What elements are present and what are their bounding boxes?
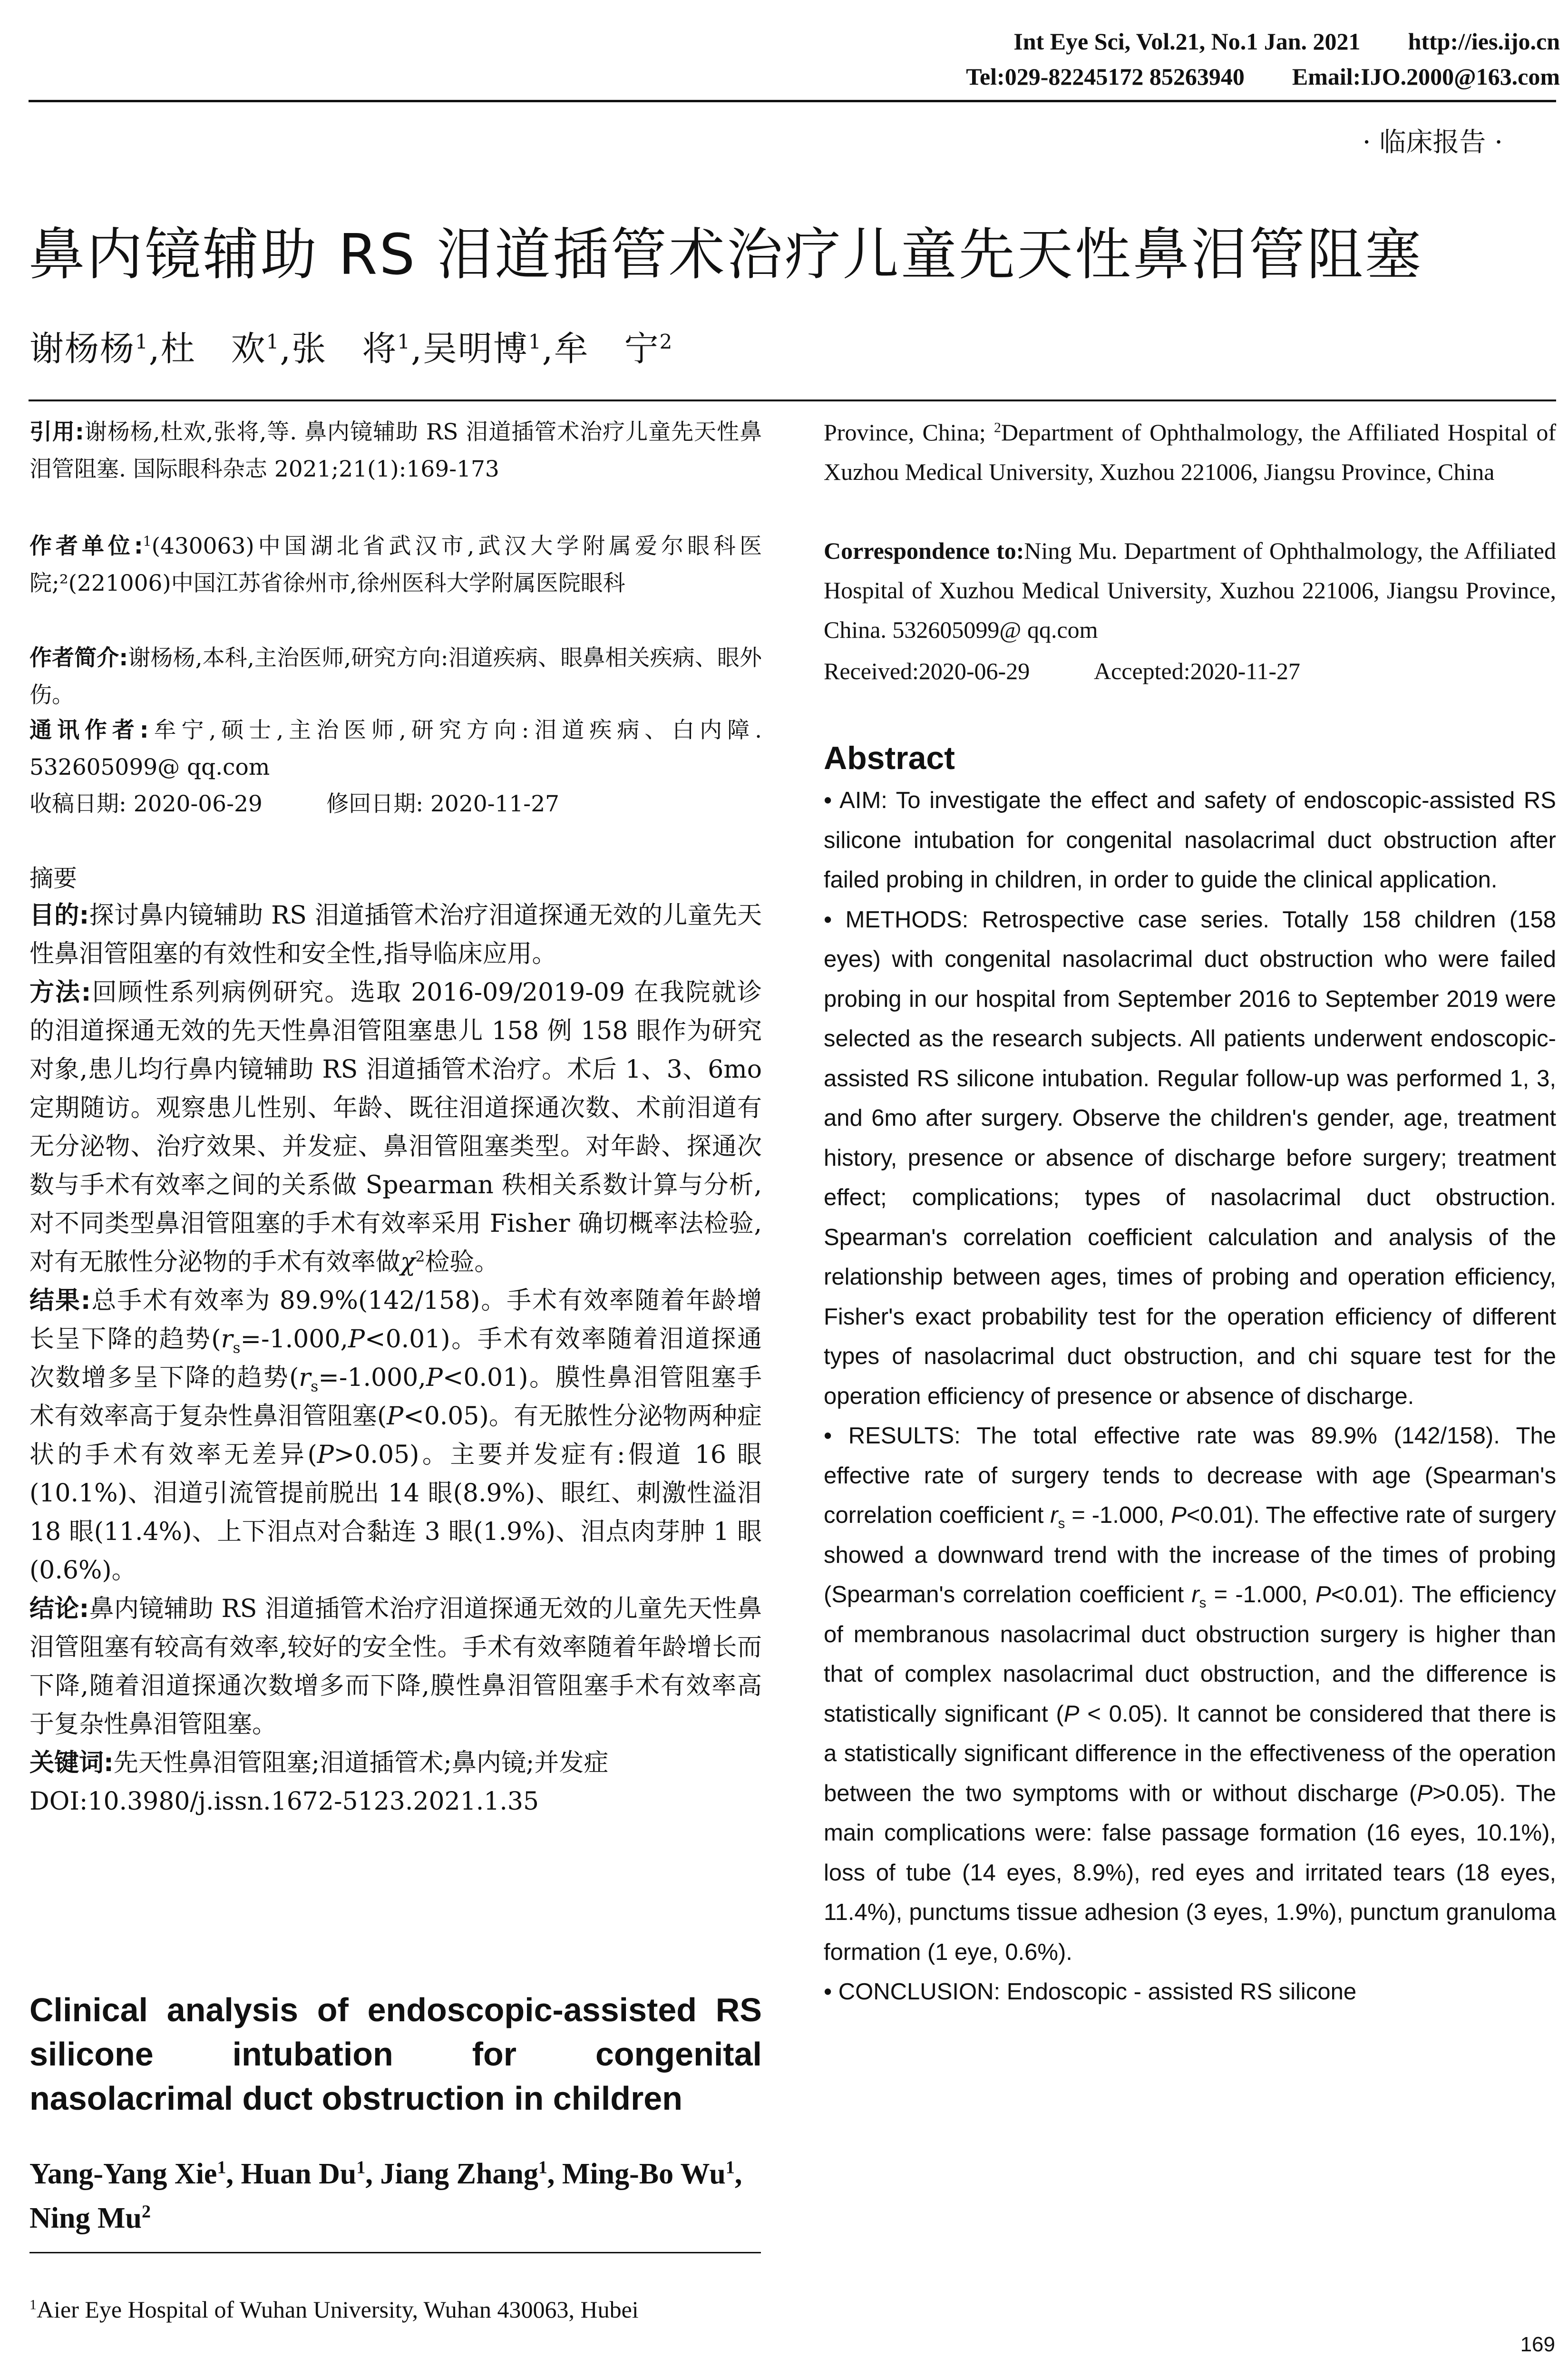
english-author-name: Yang-Yang Xie bbox=[29, 2158, 217, 2190]
citation-label: 引用: bbox=[29, 419, 84, 445]
affiliation-block: 作者单位:$^1$(430063)中国湖北省武汉市,武汉大学附属爱尔眼科医院;²(221006)中国江苏省徐州市,徐州医科大学附属医院眼科 bbox=[29, 533, 762, 596]
bio-label: 作者简介: bbox=[29, 645, 128, 671]
english-author-name: Ning Mu bbox=[29, 2202, 142, 2234]
affiliation-label: 作者单位: bbox=[29, 533, 143, 559]
journal-email[interactable]: Email:IJO.2000@163.com bbox=[1292, 63, 1560, 90]
english-affiliation-continued: Province, China; $^2$Department of Ophthalmology, the Affiliated Hospital of Xuzhou Medical University, Xuzhou 221006, Jiangsu Province, China bbox=[824, 419, 1556, 485]
results-en-paragraph: • RESULTS: The total effective rate was 89.9% (142/158). The effective rate of surgery tends to decrease with age (Spearman's correlation coefficient $r_s = -1.000$, P<0.01). The effective rate of surgery showed a downward trend with the increase of the times of probing (Spearman's correlation coefficient $r_s = -1.000$, P<0.01). The efficiency of membranous nasolacrimal duct obstruction surgery is higher than that of complex nasolacrimal duct obstruction, and the difference is statistically significant (P < 0.05). It cannot be considered that there is a statistically significant difference in the effectiveness of the operation between the two symptoms with or without discharge (P>0.05). The main complications were: false passage formation (16 eyes, 10.1%), loss of tube (14 eyes, 8.9%), red eyes and irritated tears (18 eyes, 11.4%), punctums tissue adhesion (3 eyes, 1.9%), punctum granuloma formation (1 eye, 0.6%). bbox=[824, 1423, 1557, 1965]
abstract-en-body bbox=[824, 781, 1556, 2012]
english-author-affiliation-mark: 1 bbox=[538, 2157, 547, 2178]
bio-text: 谢杨杨,本科,主治医师,研究方向:泪道疾病、眼鼻相关疾病、眼外伤。 bbox=[29, 645, 762, 708]
objective-paragraph bbox=[29, 896, 762, 974]
objective-label: 目的: bbox=[29, 901, 89, 930]
english-author-affiliation-mark: 1 bbox=[356, 2157, 366, 2178]
dates-zh bbox=[29, 786, 762, 823]
received-date-zh: 收稿日期: 2020-06-29 bbox=[29, 791, 263, 817]
results-zh-text: 总手术有效率为 89.9%(142/158)。手术有效率随着年龄增长呈下降的趋势( bbox=[29, 1286, 762, 1354]
methods-en-text: Retrospective case series. Totally 158 children (158 eyes) with congenital nasolacrimal duct obstruction who were failed probing in our hospital from September 2016 to September 2019 were selected as the research subjects. All patients underwent endoscopic-assisted RS silicone intubation. Regular follow-up was performed 1, 3, and 6mo after surgery. Observe the children's gender, age, treatment history, presence or absence of discharge before surgery; treatment effect; complications; types of nasolacrimal duct obstruction. Spearman's correlation coefficient calculation and analysis of the relationship between ages, times of probing and operation efficiency, Fisher's exact probability test for the operation efficiency of different types of nasolacrimal duct obstruction, and chi square test for the operation efficiency of presence or absence of discharge. bbox=[824, 906, 1556, 1409]
results-en-label: RESULTS: bbox=[848, 1423, 961, 1449]
page-number: 169 bbox=[1520, 2333, 1555, 2356]
journal-citation: Int Eye Sci, Vol.21, No.1 Jan. 2021 bbox=[1013, 28, 1361, 55]
corresponding-label: 通讯作者: bbox=[29, 717, 149, 743]
citation-text: 谢杨杨,杜欢,张将,等. 鼻内镜辅助 RS 泪道插管术治疗儿童先天性鼻泪管阻塞. 国际眼科杂志 2021;21(1):169-173 bbox=[29, 419, 762, 482]
aim-text: To investigate the effect and safety of endoscopic-assisted RS silicone intubation for congenital nasolacrimal duct obstruction after failed probing in children, in order to guide the clinical application. bbox=[824, 788, 1556, 893]
doi[interactable]: DOI:10.3980/j.issn.1672-5123.2021.1.35 bbox=[29, 1787, 539, 1816]
results-en-text: <0.01). The efficiency of membranous nasolacrimal duct obstruction surgery is higher than that of complex nasolacrimal duct obstruction, and the difference is statistically significant ( bbox=[824, 1582, 1556, 1727]
author-list: 谢杨杨$^1$,杜 欢$^1$,张 将$^1$,吴明博$^1$,牟 宁$^2$ bbox=[29, 329, 673, 369]
methods-en-paragraph: • METHODS: Retrospective case series. Totally 158 children (158 eyes) with congenital nasolacrimal duct obstruction who were failed probing in our hospital from September 2016 to September 2019 were selected as the research subjects. All patients underwent endoscopic-assisted RS silicone intubation. Regular follow-up was performed 1, 3, and 6mo after surgery. Observe the children's gender, age, treatment history, presence or absence of discharge before surgery; treatment effect; complications; types of nasolacrimal duct obstruction. Spearman's correlation coefficient calculation and analysis of the relationship between ages, times of probing and operation efficiency, Fisher's exact probability test for the operation efficiency of different types of nasolacrimal duct obstruction, and chi square test for the operation efficiency of presence or absence of discharge. bbox=[824, 906, 1556, 1409]
conclusion-en-label: CONCLUSION: bbox=[838, 1979, 1001, 2005]
results-zh-text: =-1.000, bbox=[318, 1364, 426, 1392]
methods-en-label: METHODS: bbox=[845, 906, 969, 933]
aim-label: AIM: bbox=[839, 788, 887, 813]
journal-tel: Tel:029-82245172 85263940 bbox=[966, 63, 1245, 90]
english-author-name: Jiang Zhang bbox=[380, 2158, 538, 2190]
results-en-text: = -1.000, bbox=[1071, 1502, 1165, 1528]
methods-zh-paragraph: 方法:回顾性系列病例研究。选取 2016-09/2019-09 在我院就诊的泪道探通无效的先天性鼻泪管阻塞患儿 158 例 158 眼作为研究对象,患儿均行鼻内镜辅助 RS 泪道插管术治疗。术后 1、3、6mo 定期随访。观察患儿性别、年龄、既往泪道探通次数、术前泪道有无分泌物、治疗效果、并发症、鼻泪管阻塞类型。对年龄、探通次数与手术有效率之间的关系做 Spearman 秩相关系数计算与分析,对不同类型鼻泪管阻塞的手术有效率采用 Fisher 确切概率法检验,对有无脓性分泌物的手术有效率做$\chi^2$检验。 bbox=[29, 978, 762, 1276]
english-title: Clinical analysis of endoscopic-assisted RS silicone intubation for congenital nasolacrimal duct obstruction in children bbox=[29, 1991, 762, 2117]
aim-paragraph: • AIM: To investigate the effect and safety of endoscopic-assisted RS silicone intubation for congenital nasolacrimal duct obstruction after failed probing in children, in order to guide the clinical application. bbox=[824, 788, 1556, 893]
methods-zh-label: 方法: bbox=[29, 978, 91, 1007]
author-bio-block bbox=[29, 640, 762, 714]
objective-text: 探讨鼻内镜辅助 RS 泪道插管术治疗泪道探通无效的儿童先天性鼻泪管阻塞的有效性和安全性,指导临床应用。 bbox=[29, 901, 762, 968]
english-affiliation-text: Aier Eye Hospital of Wuhan University, Wuhan 430063, Hubei bbox=[37, 2296, 639, 2323]
results-en-text: >0.05). The main complications were: false passage formation (16 eyes, 10.1%), loss of tube (14 eyes, 8.9%), red eyes and irritated tears (18 eyes, 11.4%), punctums tissue adhesion (3 eyes, 1.9%), punctum granuloma formation (1 eye, 0.6%). bbox=[824, 1780, 1556, 1965]
section-tag: · 临床报告 · bbox=[1362, 127, 1503, 158]
methods-zh-end: 检验。 bbox=[425, 1248, 499, 1276]
dates-en bbox=[824, 652, 1556, 691]
citation-block bbox=[29, 414, 762, 488]
results-en-text: = -1.000, bbox=[1214, 1582, 1308, 1607]
author-affiliation-mark: 1 bbox=[135, 330, 149, 353]
revised-date-zh: 修回日期: 2020-11-27 bbox=[326, 791, 559, 817]
keywords-zh-text: 先天性鼻泪管阻塞;泪道插管术;鼻内镜;并发症 bbox=[113, 1749, 609, 1777]
results-en-text: <0.01). The effective rate of surgery showed a downward trend with the increase of the times of probing (Spearman's correlation coefficient bbox=[824, 1502, 1556, 1607]
english-affiliation-text: Department of Ophthalmology, the Affiliated Hospital of Xuzhou Medical University, Xuzhou 221006, Jiangsu Province, China bbox=[824, 419, 1556, 485]
article-title: 鼻内镜辅助 RS 泪道插管术治疗儿童先天性鼻泪管阻塞 bbox=[29, 222, 1423, 287]
results-en-text: < 0.05). It cannot be considered that there is a statistically significant difference in the effectiveness of the operation between the two symptoms with or without discharge ( bbox=[824, 1701, 1556, 1806]
english-author-name: Ming-Bo Wu bbox=[562, 2158, 726, 2190]
conclusion-zh-paragraph bbox=[29, 1590, 762, 1744]
author-name: 吴明博 bbox=[422, 329, 528, 369]
english-author-name: Huan Du bbox=[241, 2158, 357, 2190]
author-name: 牟 宁 bbox=[554, 329, 660, 369]
author-name: 谢杨杨 bbox=[29, 329, 136, 369]
conclusion-en-text: Endoscopic - assisted RS silicone bbox=[1006, 1979, 1357, 2005]
results-zh-paragraph: 结果:总手术有效率为 89.9%(142/158)。手术有效率随着年龄增长呈下降的趋势$(r_s=-1.000,P<0.01)$。手术有效率随着泪道探通次数增多呈下降的趋势$(r_s=-1.000,P<0.01)$。膜性鼻泪管阻塞手术有效率高于复杂性鼻泪管阻塞(P<0.05)。有无脓性分泌物两种症状的手术有效率无差异(P>0.05)。主要并发症有:假道 16 眼(10.1%)、泪道引流管提前脱出 14 眼(8.9%)、眼红、刺激性溢泪 18 眼(11.4%)、上下泪点对合黏连 3 眼(1.9%)、泪点肉芽肿 1 眼(0.6%)。 bbox=[29, 1286, 762, 1585]
author-affiliation-mark: 1 bbox=[528, 330, 542, 353]
correspondence-label: Correspondence to: bbox=[824, 537, 1024, 564]
corresponding-author-block bbox=[29, 712, 762, 786]
author-affiliation-mark: 1 bbox=[397, 330, 411, 353]
english-affiliation-text: Province, China; bbox=[824, 419, 994, 446]
author-name: 杜 欢 bbox=[160, 329, 266, 369]
journal-contact-line bbox=[656, 63, 1560, 90]
english-author-affiliation-mark: 1 bbox=[217, 2157, 226, 2178]
authors-divider bbox=[29, 399, 1556, 401]
conclusion-zh-label: 结论: bbox=[29, 1595, 89, 1623]
results-zh-text: <0.01)。手术有效率随着泪道探通次数增多呈下降的趋势( bbox=[29, 1325, 762, 1392]
results-zh-text: <0.01)。膜性鼻泪管阻塞手术有效率高于复杂性鼻泪管阻塞( bbox=[29, 1364, 762, 1431]
abstract-zh-heading: 摘要 bbox=[29, 865, 77, 892]
correspondence-text: Ning Mu. Department of Ophthalmology, the Affiliated Hospital of Xuzhou Medical University, Xuzhou 221006, Jiangsu Province, China. 532605099@ qq.com bbox=[824, 537, 1556, 643]
english-author-affiliation-mark: 1 bbox=[725, 2157, 735, 2178]
footnote-divider bbox=[29, 2252, 761, 2253]
results-zh-text: =-1.000, bbox=[240, 1325, 348, 1354]
results-en-text: The total effective rate was 89.9% (142/158). The effective rate of surgery tends to decrease with age (Spearman's correlation coefficient bbox=[824, 1423, 1557, 1528]
author-name: 张 将 bbox=[292, 329, 398, 369]
received-date-en: Received:2020-06-29 bbox=[824, 658, 1030, 684]
keywords-zh-label: 关键词: bbox=[29, 1749, 114, 1777]
author-affiliation-mark: 1 bbox=[266, 330, 280, 353]
affiliation-text: (430063)中国湖北省武汉市,武汉大学附属爱尔眼科医院;²(221006)中国江苏省徐州市,徐州医科大学附属医院眼科 bbox=[29, 533, 762, 596]
correspondence-block bbox=[824, 531, 1556, 650]
journal-url[interactable]: http://ies.ijo.cn bbox=[1408, 28, 1560, 55]
keywords-zh-paragraph bbox=[29, 1744, 762, 1783]
english-affiliation-start: $^1$Aier Eye Hospital of Wuhan University, Wuhan 430063, Hubei bbox=[29, 2296, 639, 2323]
accepted-date-en: Accepted:2020-11-27 bbox=[1093, 658, 1301, 684]
conclusion-en-paragraph: • CONCLUSION: Endoscopic - assisted RS silicone bbox=[824, 1979, 1357, 2005]
conclusion-zh-text: 鼻内镜辅助 RS 泪道插管术治疗泪道探通无效的儿童先天性鼻泪管阻塞有较高有效率,较好的安全性。手术有效率随着年龄增长而下降,随着泪道探通次数增多而下降,膜性鼻泪管阻塞手术有效率高于复杂性鼻泪管阻塞。 bbox=[29, 1595, 762, 1739]
corresponding-text: 牟宁,硕士,主治医师,研究方向:泪道疾病、白内障. 532605099@ qq.com bbox=[29, 717, 762, 780]
english-author-list: Yang-Yang Xie$^1$, Huan Du$^1$, Jiang Zhang$^1$, Ming-Bo Wu$^1$, Ning Mu$^2$ bbox=[29, 2157, 742, 2234]
header-divider bbox=[29, 100, 1556, 102]
methods-zh-text: 回顾性系列病例研究。选取 2016-09/2019-09 在我院就诊的泪道探通无效的先天性鼻泪管阻塞患儿 158 例 158 眼作为研究对象,患儿均行鼻内镜辅助 RS 泪道插管术治疗。术后 1、3、6mo 定期随访。观察患儿性别、年龄、既往泪道探通次数、术前泪道有无分泌物、治疗效果、并发症、鼻泪管阻塞类型。对年龄、探通次数与手术有效率之间的关系做 Spearman 秩相关系数计算与分析,对不同类型鼻泪管阻塞的手术有效率采用 Fisher 确切概率法检验,对有无脓性分泌物的手术有效率做 bbox=[29, 978, 762, 1276]
results-zh-label: 结果: bbox=[29, 1286, 91, 1315]
abstract-zh-body bbox=[29, 896, 762, 1821]
english-author-affiliation-mark: 2 bbox=[141, 2202, 151, 2222]
results-zh-text: <0.05)。有无脓性分泌物两种症状的手术有效率无差异( bbox=[29, 1402, 762, 1469]
abstract-heading: Abstract bbox=[824, 740, 955, 776]
journal-header-line bbox=[656, 28, 1560, 55]
author-affiliation-mark: 2 bbox=[659, 330, 673, 353]
results-zh-text: >0.05)。主要并发症有:假道 16 眼(10.1%)、泪道引流管提前脱出 14 眼(8.9%)、眼红、刺激性溢泪 18 眼(11.4%)、上下泪点对合黏连 3 眼(1.9%)、泪点肉芽肿 1 眼(0.6%)。 bbox=[29, 1441, 762, 1585]
